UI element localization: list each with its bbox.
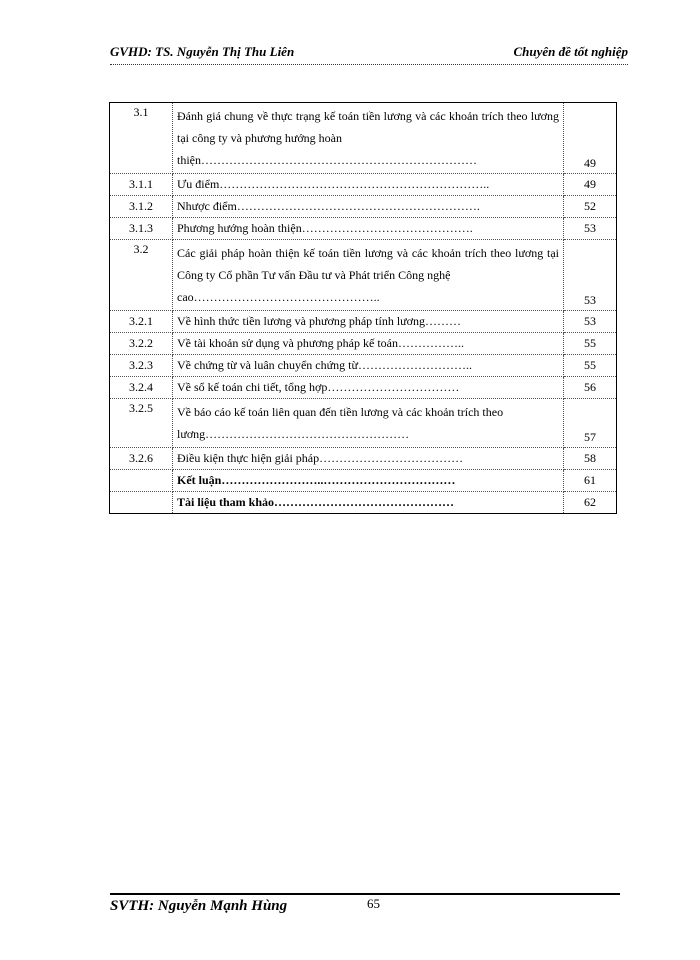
toc-section-number: 3.1 <box>110 103 173 174</box>
toc-row <box>110 470 617 492</box>
toc-section-number: 3.2.2 <box>110 333 173 355</box>
page-header <box>110 44 628 65</box>
toc-page-number: 58 <box>564 448 617 470</box>
toc-row <box>110 311 617 333</box>
footer-rule <box>110 893 620 895</box>
toc-section-number: 3.2.5 <box>110 399 173 448</box>
toc-row <box>110 333 617 355</box>
toc-title-line: Điều kiện thực hiện giải pháp……………………………… <box>177 451 464 465</box>
toc-title-line: Về chứng từ và luân chuyển chứng từ……………………….. <box>177 358 472 372</box>
page-number: 65 <box>367 896 380 911</box>
toc-title-line: Phương hướng hoàn thiện……………………………………. <box>177 221 473 235</box>
toc-section-number: 3.2.3 <box>110 355 173 377</box>
table-of-contents <box>109 102 617 514</box>
toc-entry-title <box>173 492 564 514</box>
toc-title-line: thiện…………………………………………………………… <box>177 153 477 167</box>
toc-entry-title <box>173 448 564 470</box>
toc-page-number: 61 <box>564 470 617 492</box>
toc-entry-title <box>173 333 564 355</box>
toc-section-number: 3.1.1 <box>110 174 173 196</box>
toc-title-line: Kết luận……………………..…………………………… <box>177 473 456 487</box>
toc-title-line: Các giải pháp hoàn thiện kế toán tiền lương và các khoản trích theo lương tại Công ty Cổ phần Tư vấn Đầu tư và Phát triển Công nghệ <box>177 246 559 282</box>
toc-entry-title <box>173 355 564 377</box>
toc-page-number: 55 <box>564 333 617 355</box>
toc-entry-title <box>173 399 564 448</box>
toc-row <box>110 103 617 174</box>
toc-title-line: Nhược điểm……………………………………………………. <box>177 199 480 213</box>
toc-title-line: Ưu điểm………………………………………………………….. <box>177 177 490 191</box>
footer-student-name: SVTH: Nguyễn Mạnh Hùng <box>110 898 288 914</box>
toc-page-number: 49 <box>564 174 617 196</box>
toc-row <box>110 448 617 470</box>
toc-title-line: Về tài khoản sử dụng và phương pháp kế toán…………….. <box>177 336 464 350</box>
toc-section-number: 3.2 <box>110 240 173 311</box>
toc-row <box>110 355 617 377</box>
toc-page-number: 52 <box>564 196 617 218</box>
toc-entry-title <box>173 470 564 492</box>
toc-title-line: Tài liệu tham khảo……………………………………… <box>177 495 455 509</box>
toc-section-number: 3.2.6 <box>110 448 173 470</box>
toc-section-number: 3.2.1 <box>110 311 173 333</box>
toc-entry-title <box>173 218 564 240</box>
header-document-type: Chuyên đề tốt nghiệp <box>513 44 628 59</box>
toc-page-number: 62 <box>564 492 617 514</box>
toc-section-number: 3.1.2 <box>110 196 173 218</box>
toc-row <box>110 196 617 218</box>
toc-page-number: 57 <box>564 399 617 448</box>
toc-page-number: 49 <box>564 103 617 174</box>
header-advisor: GVHD: TS. Nguyễn Thị Thu Liên <box>110 44 295 59</box>
toc-title-line: Về sổ kế toán chi tiết, tổng hợp…………………………… <box>177 380 460 394</box>
toc-row <box>110 492 617 514</box>
toc-section-number <box>110 492 173 514</box>
toc-title-line: cao……………………………………….. <box>177 290 380 304</box>
toc-entry-title <box>173 311 564 333</box>
toc-section-number <box>110 470 173 492</box>
toc-title-line: lương…………………………………………… <box>177 427 410 441</box>
toc-title-line: Đánh giá chung về thực trạng kế toán tiền lương và các khoản trích theo lương tại công ty và phương hướng hoàn <box>177 109 559 145</box>
toc-section-number: 3.2.4 <box>110 377 173 399</box>
toc-entry-title <box>173 196 564 218</box>
toc-entry-title <box>173 174 564 196</box>
toc-row <box>110 399 617 448</box>
toc-row <box>110 377 617 399</box>
toc-title-line: Về hình thức tiền lương và phương pháp tính lương……… <box>177 314 462 328</box>
toc-page-number: 56 <box>564 377 617 399</box>
toc-page-number: 53 <box>564 311 617 333</box>
toc-title-line: Về báo cáo kế toán liên quan đến tiền lương và các khoản trích theo <box>177 405 504 419</box>
toc-entry-title <box>173 240 564 311</box>
toc-entry-title <box>173 377 564 399</box>
toc-row <box>110 218 617 240</box>
toc-row <box>110 240 617 311</box>
toc-page-number: 53 <box>564 218 617 240</box>
toc-page-number: 53 <box>564 240 617 311</box>
toc-section-number: 3.1.3 <box>110 218 173 240</box>
toc-entry-title <box>173 103 564 174</box>
toc-page-number: 55 <box>564 355 617 377</box>
toc-row <box>110 174 617 196</box>
